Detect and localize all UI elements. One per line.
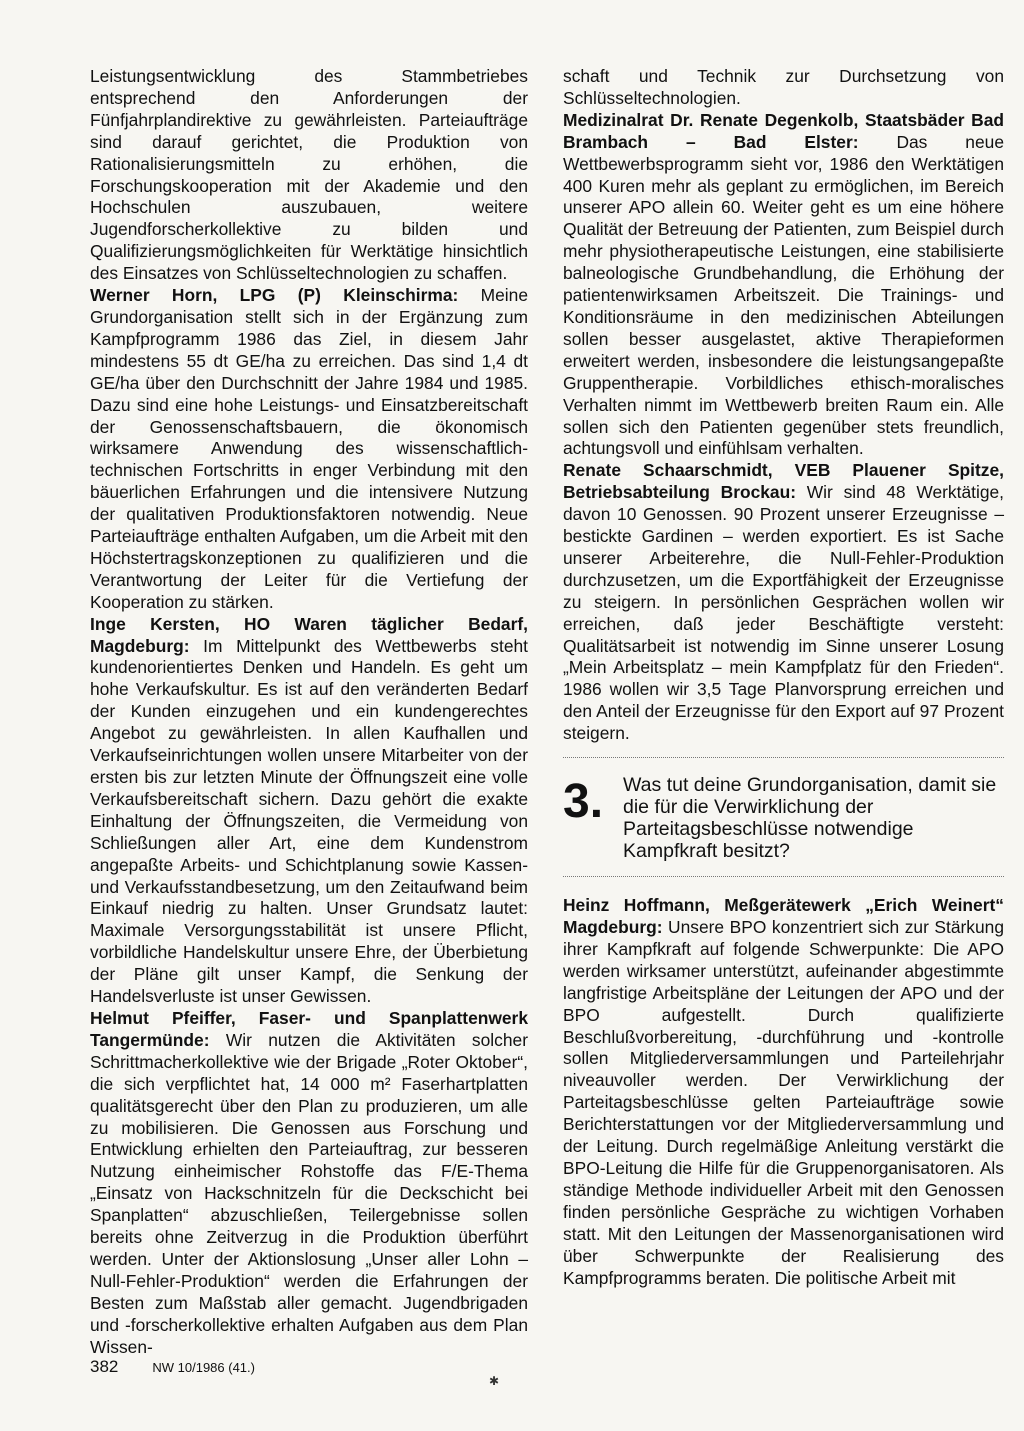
speaker-name: Renate Schaarschmidt, VEB Plauener Spitze, Betriebsabteilung Brockau: bbox=[563, 460, 1004, 503]
section-divider-top bbox=[563, 757, 1004, 758]
print-mark-icon: ✱ bbox=[489, 1374, 500, 1388]
issue-reference: NW 10/1986 (41.) bbox=[152, 1360, 255, 1375]
speaker-name: Werner Horn, LPG (P) Kleinschirma: bbox=[90, 285, 459, 306]
article-paragraph bbox=[90, 66, 528, 285]
page-footer bbox=[90, 1357, 255, 1377]
article-paragraph bbox=[563, 895, 1004, 1289]
speaker-name: Inge Kersten, HO Waren täglicher Bedarf, Magdeburg: bbox=[90, 613, 528, 656]
question-block bbox=[563, 774, 1004, 862]
question-text: Was tut deine Grundorganisation, damit sie die für die Verwirklichung der Parteitagsbeschlüsse notwendige Kampfkraft besitzt? bbox=[623, 774, 997, 863]
question-number: 3. bbox=[563, 775, 604, 829]
right-column bbox=[563, 66, 1004, 1289]
article-paragraph bbox=[563, 460, 1004, 745]
article-paragraph bbox=[90, 1008, 528, 1359]
speaker-name: Helmut Pfeiffer, Faser- und Spanplattenwerk Tangermünde: bbox=[90, 1007, 528, 1050]
article-paragraph bbox=[563, 66, 1004, 110]
paragraph-text: Wir sind 48 Werktätige, davon 10 Genossen. 90 Prozent unserer Erzeugnisse – bestickte Gardinen – werden exportiert. Es ist Sache unserer Arbeiterehre, die Null-Fehler-Produktion durchzusetzen, um die Exportfähigkeit der Erzeugnisse zu steigern. In persönlichen Gesprächen wollen wir erreichen, daß jeder Beschäftigte versteht: Qualitätsarbeit ist notwendig im Sinne unserer Losung „Mein Arbeitsplatz – mein Kampfplatz für den Frieden“. 1986 wollen wir 3,5 Tage Planvorsprung erreichen und den Anteil der Erzeugnisse für den Export auf 97 Prozent steigern. bbox=[563, 482, 1004, 744]
paragraph-text: Das neue Wettbewerbsprogramm sieht vor, 1986 den Werktätigen 400 Kuren mehr als geplant zu ermöglichen, im Bereich unserer APO allein 60. Weiter geht es um eine höhere Qualität der Betreuung der Patienten, zum Beispiel durch mehr physiotherapeutische Leistungen, eine stabilisierte balneologische Grundbehandlung, die Erhöhung der patientenwirksamen Arbeitszeit. Die Trainings- und Konditionsräume in den medizinischen Abteilungen sollen besser ausgelastet, aktive Therapieformen erweitert werden, insbesondere die leistungsangepaßte Gruppentherapie. Vorbildliches ethisch-moralisches Verhalten nimmt im Wettbewerb breiten Raum ein. Alle sollen sich den Patienten gegenüber stets freundlich, achtungsvoll und einfühlsam verhalten. bbox=[563, 131, 1004, 459]
speaker-name: Medizinalrat Dr. Renate Degenkolb, Staatsbäder Bad Brambach – Bad Elster: bbox=[563, 109, 1004, 152]
speaker-name: Heinz Hoffmann, Meßgerätewerk „Erich Weinert“ Magdeburg: bbox=[563, 895, 1004, 937]
article-paragraph bbox=[90, 285, 528, 614]
left-column bbox=[90, 66, 528, 1358]
article-paragraph bbox=[563, 110, 1004, 461]
paragraph-text: Im Mittelpunkt des Wettbewerbs steht kundenorientiertes Denken und Handeln. Es geht um hohe Verkaufskultur. Es ist auf den veränderten Bedarf der Kunden einzugehen und ein kundengerechtes Angebot zu gewährleisten. In allen Kaufhallen und Verkaufseinrichtungen wollen unsere Mitarbeiter von der ersten bis zur letzten Minute der Öffnungszeit eine volle Verkaufsbereitschaft sichern. Dazu gehört die exakte Einhaltung der Öffnungszeiten, die Vermeidung von Schließungen aller Art, eine dem Kundenstrom angepaßte Arbeits- und Schichtplanung sowie Kassen- und Verkaufsstandbesetzung, um den Zeitaufwand beim Einkauf niedrig zu halten. Unser Grundsatz lautet: Maximale Versorgungsstabilität ist unsere Pflicht, vorbildliche Handelskultur unsere Ehre, der Überbietung der Pläne gilt unser Kampf, die Senkung der Handelsverluste ist unser Gewissen. bbox=[90, 635, 528, 1007]
page-number: 382 bbox=[90, 1357, 119, 1376]
paragraph-text: Meine Grundorganisation stellt sich in der Ergänzung zum Kampfprogramm 1986 das Ziel, in diesem Jahr mindestens 55 dt GE/ha zu erreichen. Das sind 1,4 dt GE/ha über den Durchschnitt der Jahre 1984 und 1985. Dazu sind eine hohe Leistungs- und Einsatzbereitschaft der Genossenschaftsbauern, die ökonomisch wirksamere Anwendung des wissenschaftlich-technischen Fortschritts in enger Verbindung mit den bäuerlichen Erfahrungen und die intensivere Nutzung der qualitativen Produktionsfaktoren notwendig. Neue Parteiaufträge enthalten Aufgaben, um die Arbeit mit den Höchstertragskonzeptionen zu qualifizieren und die Verantwortung der Leiter für die Vertiefung der Kooperation zu stärken. bbox=[90, 285, 528, 612]
article-paragraph bbox=[90, 614, 528, 1008]
paragraph-text: Wir nutzen die Aktivitäten solcher Schrittmacherkollektive wie der Brigade „Roter Oktober“, die sich verpflichtet hat, 14 000 m² Faserhartplatten qualitätsgerecht über den Plan zu produzieren, um alle zu mobilisieren. Die Genossen aus Forschung und Entwicklung erhielten den Parteiauftrag, zur besseren Nutzung einheimischer Rohstoffe das F/E-Thema „Einsatz von Hackschnitzeln für die Deckschicht bei Spanplatten“ abzuschließen, Teilergebnisse sollen bereits ohne Zeitverzug in die Produktion überführt werden. Unter der Aktionslosung „Unser aller Lohn – Null-Fehler-Produktion“ werden die Erfahrungen der Besten zum Maßstab aller gemacht. Jugendbrigaden und -forscherkollektive erhalten Aufgaben aus dem Plan Wissen- bbox=[90, 1029, 528, 1357]
paragraph-text: Leistungsentwicklung des Stammbetriebes entsprechend den Anforderungen der Fünfjahrplandirektive zu gewährleisten. Parteiaufträge sind darauf gerichtet, die Produktion von Rationalisierungsmitteln zu erhöhen, die Forschungskooperation mit der Akademie und den Hochschulen auszubauen, weitere Jugendforscherkollektive zu bilden und Qualifizierungsmöglichkeiten für Werktätige hinsichtlich des Einsatzes von Schlüsseltechnologien zu schaffen. bbox=[90, 66, 528, 284]
paragraph-text: Unsere BPO konzentriert sich zur Stärkung ihrer Kampfkraft auf folgende Schwerpunkte: Die APO werden wirksamer unterstützt, aufeinander abgestimmte langfristige Arbeitspläne der Leitungen der APO und der BPO aufgestellt. Durch qualifizierte Beschlußvorbereitung, -durchführung und -kontrolle sollen Mitgliederversammlungen und Parteilehrjahr niveauvoller werden. Der Verwirklichung der Parteitagsbeschlüsse gelten Parteiaufträge sowie Berichterstattungen vor der Mitgliederversammlung und der Leitung. Durch regelmäßige Anleitung verstärkt die BPO-Leitung die Hilfe für die Gruppenorganisatoren. Als ständige Methode individueller Arbeit mit den Genossen finden persönliche Gespräche zu wichtigen Vorhaben statt. Mit den Leitungen der Massenorganisationen wird über Schwerpunkte der Realisierung des Kampfprogramms beraten. Die politische Arbeit mit bbox=[563, 917, 1004, 1288]
paragraph-text: schaft und Technik zur Durchsetzung von Schlüsseltechnologien. bbox=[563, 66, 1004, 108]
section-divider-bottom bbox=[563, 876, 1004, 877]
